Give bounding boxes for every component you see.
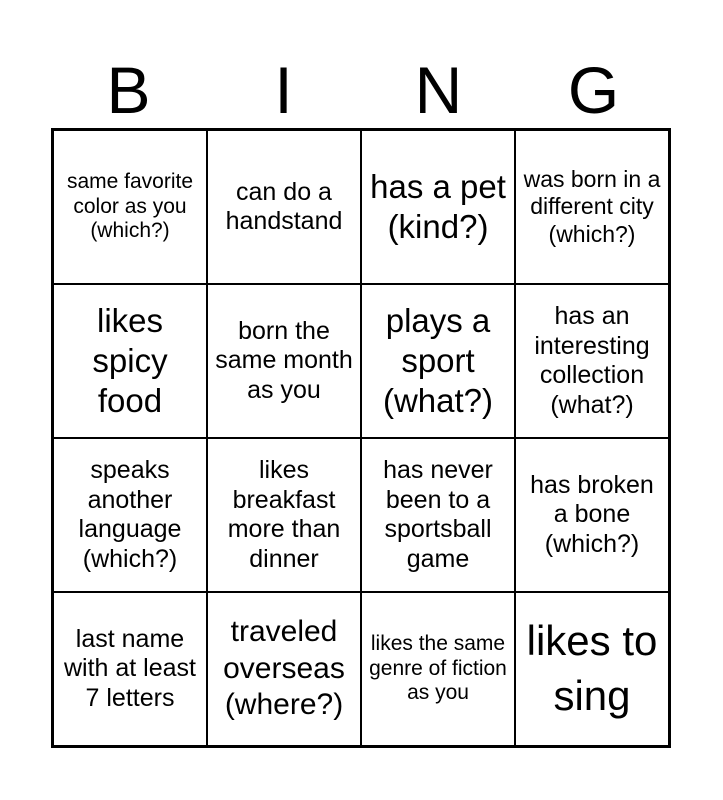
bingo-cell[interactable]: has an interesting collection (what?): [515, 284, 669, 438]
bingo-cell[interactable]: born the same month as you: [207, 284, 361, 438]
bingo-cell[interactable]: has never been to a sportsball game: [361, 438, 515, 592]
bingo-cell[interactable]: last name with at least 7 letters: [53, 592, 207, 746]
bingo-header: [51, 52, 671, 128]
bingo-cell[interactable]: same favorite color as you (which?): [53, 130, 207, 284]
bingo-cell[interactable]: likes the same genre of fiction as you: [361, 592, 515, 746]
bingo-cell[interactable]: has broken a bone (which?): [515, 438, 669, 592]
header-letter-i: I: [274, 53, 293, 127]
header-letter-n: N: [414, 53, 463, 127]
header-letter-g: G: [567, 53, 620, 127]
bingo-cell[interactable]: speaks another language (which?): [53, 438, 207, 592]
bingo-cell[interactable]: plays a sport (what?): [361, 284, 515, 438]
bingo-cell[interactable]: likes breakfast more than dinner: [207, 438, 361, 592]
bingo-cell[interactable]: was born in a different city (which?): [515, 130, 669, 284]
header-letter-b: B: [106, 53, 151, 127]
bingo-cell[interactable]: traveled overseas (where?): [207, 592, 361, 746]
bingo-card-grid: [51, 128, 671, 748]
bingo-cell[interactable]: likes spicy food: [53, 284, 207, 438]
bingo-cell[interactable]: likes to sing: [515, 592, 669, 746]
bingo-cell[interactable]: has a pet (kind?): [361, 130, 515, 284]
bingo-cell[interactable]: can do a handstand: [207, 130, 361, 284]
